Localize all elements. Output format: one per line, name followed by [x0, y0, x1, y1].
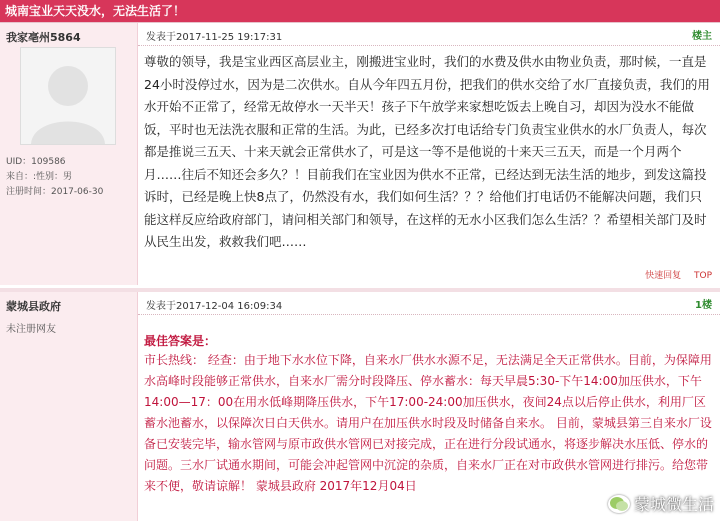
top-link[interactable]: TOP	[693, 271, 712, 281]
user-registered: 注册时间：2017-06-30	[6, 187, 104, 197]
post-header	[138, 23, 720, 46]
watermark-text: 蒙城微生活	[633, 495, 714, 514]
watermark	[608, 492, 714, 515]
post-body	[138, 23, 720, 285]
author-name[interactable]: 蒙城县政府	[6, 300, 61, 313]
post-time: 发表于2017-12-04 16:09:34	[146, 301, 283, 312]
default-avatar-icon	[21, 48, 115, 144]
avatar[interactable]	[20, 47, 116, 145]
user-uid: UID：109586	[6, 157, 66, 167]
official-answer: 市长热线： 经查：由于地下水水位下降，自来水厂供水水源不足，无法满足全天正常供水。目前，为保障用水高峰时段能够正常供水，自来水厂需分时段降压、停水蓄水：每天早晨5:30-下午14:00加压供水，下午14:00—17：00在用水低峰期降压供水，下午17:00-24:00加压供水，夜间24点以后停止供水，利用厂区蓄水池蓄水，以保障次日白天供水。请用户在加压供水时段及时储备自来水。 目前，蒙城县第三自来水厂设备已安装完毕，输水管网与原市政供水管网已对接完成，正在进行分段试通水，将逐步解决水压低、停水的问题。三水厂试通水期间，可能会冲起管网中沉淀的杂质，自来水厂正在对市政供水管网进行排污。给您带来不便，敬请谅解！ 蒙城县政府 2017年12月04日	[144, 353, 712, 493]
post-body	[138, 292, 720, 521]
floor-label: 1楼	[695, 300, 712, 311]
user-from-gender: 来自：:性别：男	[6, 172, 73, 182]
author-panel	[0, 292, 138, 521]
post-1	[0, 22, 720, 285]
post-content: 尊敬的领导，我是宝业西区高层业主，刚搬进宝业时，我们的水费及供水由物业负责，那时候，一直是24小时没停过水，因为是二次供水。自从今年四五月份，把我们的供水交给了水厂直接负责，我们的用水开始不正常了，经常无故停水一天半天！孩子下午放学来家想吃饭去上晚自习，却因为没水不能做饭，平时也无法洗衣服和正常的生活。为此，已经多次打电话给专门负责宝业供水的水厂负责人，每次都是推说三五天、十来天就会正常供水了，可是这一等不是他说的十来天三五天，而是一个月两个月……往后不知还会多久？！目前我们在宝业因为供水不正常，已经达到无法生活的地步，到发这篇投诉时，已经是晚上快8点了，仍然没有水，我们如何生活？？？给他们打电话仍不能解决问题，我们只能这样反应给政府部门，请问相关部门和领导，在这样的无水小区我们怎么生活？？希望相关部门及时从民生出发，救救我们吧……	[144, 54, 710, 249]
post-time: 发表于2017-11-25 19:17:31	[146, 32, 283, 43]
author-panel	[0, 23, 138, 285]
post-actions	[635, 268, 712, 281]
thread-title: 城南宝业天天没水，无法生活了！	[0, 0, 720, 22]
wechat-icon	[608, 495, 630, 513]
user-status: 未注册网友	[6, 324, 56, 335]
post-header	[138, 292, 720, 315]
author-name[interactable]: 我家亳州5864	[6, 31, 81, 44]
best-answer-label: 最佳答案是：	[144, 334, 217, 348]
quick-reply-link[interactable]: 快速回复	[645, 271, 682, 281]
floor-label: 楼主	[692, 31, 712, 42]
post-2	[0, 288, 720, 521]
